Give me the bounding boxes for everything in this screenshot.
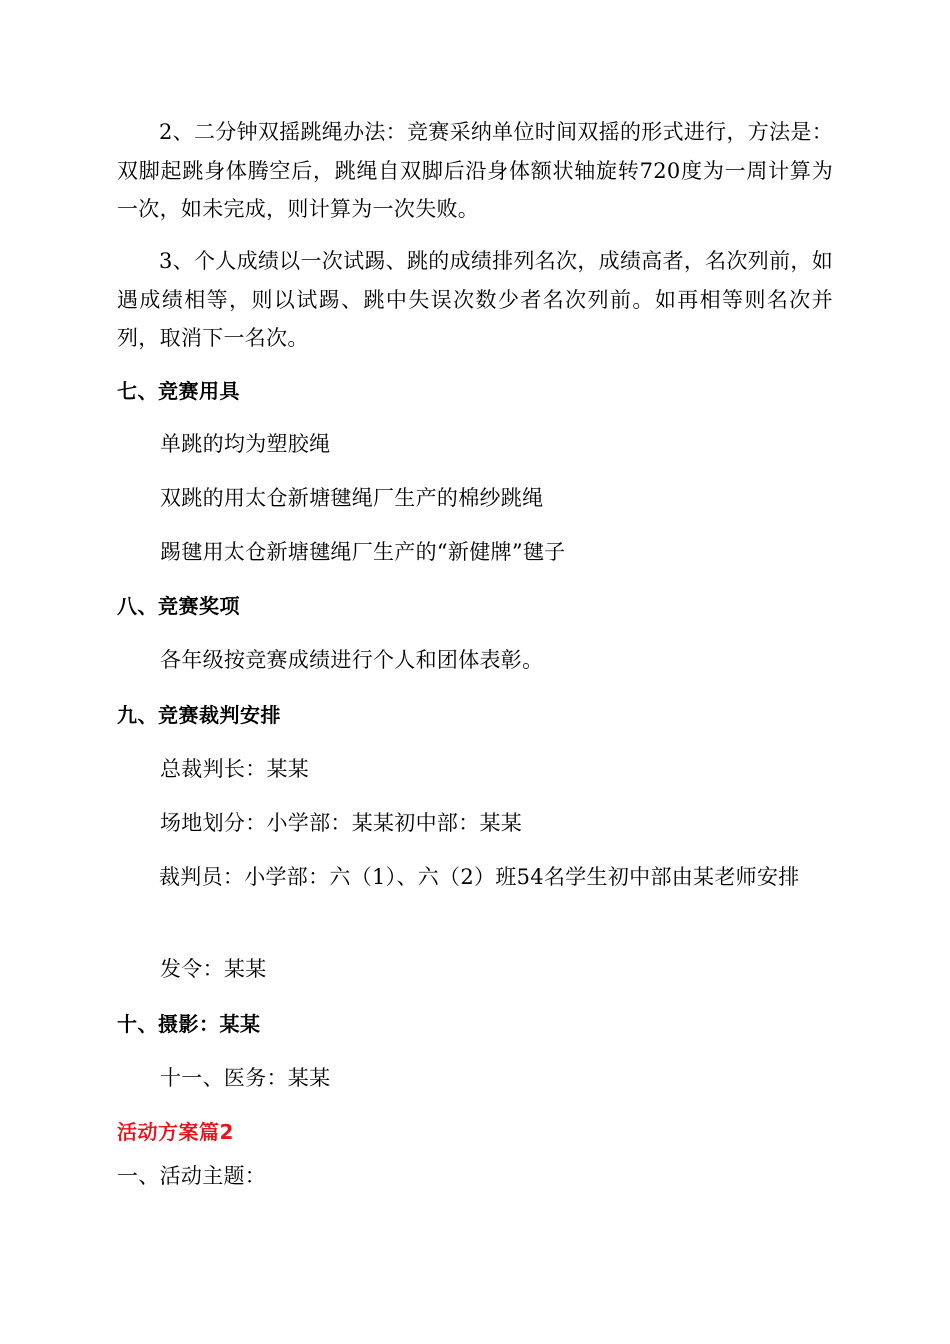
starter-line: 发令：某某 (160, 957, 267, 981)
equipment-line-2: 双跳的用太仓新塘毽绳厂生产的棉纱跳绳 (160, 486, 544, 510)
venue-line: 场地划分：小学部：某某初中部：某某 (160, 811, 523, 835)
section-9-heading: 九、竞赛裁判安排 (117, 703, 281, 727)
equipment-line-1: 单跳的均为塑胶绳 (160, 432, 331, 456)
rule-item-2: 2、二分钟双摇跳绳办法：竞赛采纳单位时间双摇的形式进行，方法是：双脚起跳身体腾空后，跳绳自双脚后沿身体额状轴旋转720度为一周计算为一次，如未完成，则计算为一次失败。 (117, 120, 833, 221)
awards-line: 各年级按竞赛成绩进行个人和团体表彰。 (160, 648, 544, 672)
activity-theme-label: 一、活动主题： (117, 1164, 267, 1188)
section-8-heading: 八、竞赛奖项 (117, 594, 240, 618)
section-10-heading: 十、摄影：某某 (117, 1012, 261, 1036)
medical-line: 十一、医务：某某 (160, 1066, 331, 1090)
section-7-heading: 七、竞赛用具 (117, 379, 240, 403)
chief-referee-line: 总裁判长：某某 (160, 757, 310, 781)
rule-item-3: 3、个人成绩以一次试踢、跳的成绩排列名次，成绩高者，名次列前，如遇成绩相等，则以试踢、跳中失误次数少者名次列前。如再相等则名次并列，取消下一名次。 (117, 249, 833, 350)
plan-2-title: 活动方案篇2 (117, 1120, 234, 1144)
referees-line: 裁判员：小学部：六（1）、六（2）班54名学生初中部由某老师安排 (159, 865, 800, 889)
equipment-line-3: 踢毽用太仓新塘毽绳厂生产的“新健牌”毽子 (160, 540, 566, 564)
